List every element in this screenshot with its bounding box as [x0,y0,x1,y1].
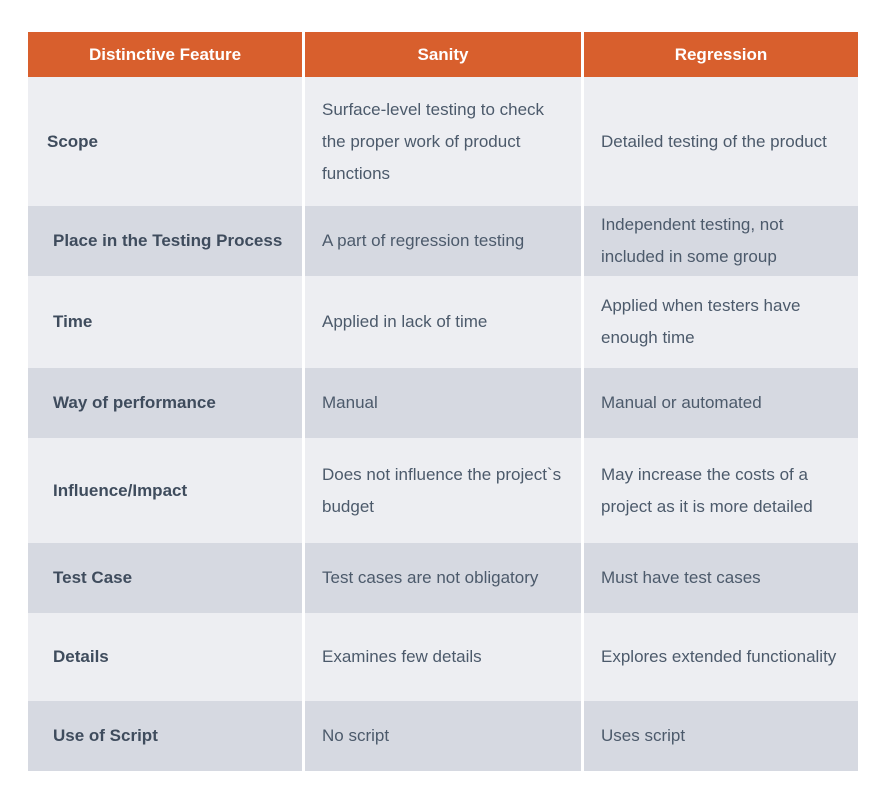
header-sanity: Sanity [305,32,581,77]
sanity-cell: Surface-level testing to check the proper work of product functions [305,77,581,206]
sanity-cell: No script [305,701,581,771]
header-regression: Regression [584,32,858,77]
regression-cell: May increase the costs of a project as it is more detailed [584,438,858,543]
feature-cell: Test Case [28,543,302,613]
sanity-cell: A part of regression testing [305,206,581,276]
regression-cell: Explores extended functionality [584,613,858,701]
feature-cell: Time [28,276,302,368]
sanity-cell: Test cases are not obligatory [305,543,581,613]
regression-cell: Detailed testing of the product [584,77,858,206]
sanity-cell: Examines few details [305,613,581,701]
regression-cell: Manual or automated [584,368,858,438]
sanity-cell: Manual [305,368,581,438]
sanity-cell: Does not influence the project`s budget [305,438,581,543]
feature-cell: Scope [28,77,302,206]
regression-cell: Applied when testers have enough time [584,276,858,368]
header-distinctive-feature: Distinctive Feature [28,32,302,77]
feature-cell: Place in the Testing Process [28,206,302,276]
feature-cell: Influence/Impact [28,438,302,543]
regression-cell: Must have test cases [584,543,858,613]
regression-cell: Independent testing, not included in some group [584,206,858,276]
feature-cell: Way of performance [28,368,302,438]
feature-cell: Use of Script [28,701,302,771]
regression-cell: Uses script [584,701,858,771]
sanity-cell: Applied in lack of time [305,276,581,368]
comparison-table [28,32,858,771]
feature-cell: Details [28,613,302,701]
